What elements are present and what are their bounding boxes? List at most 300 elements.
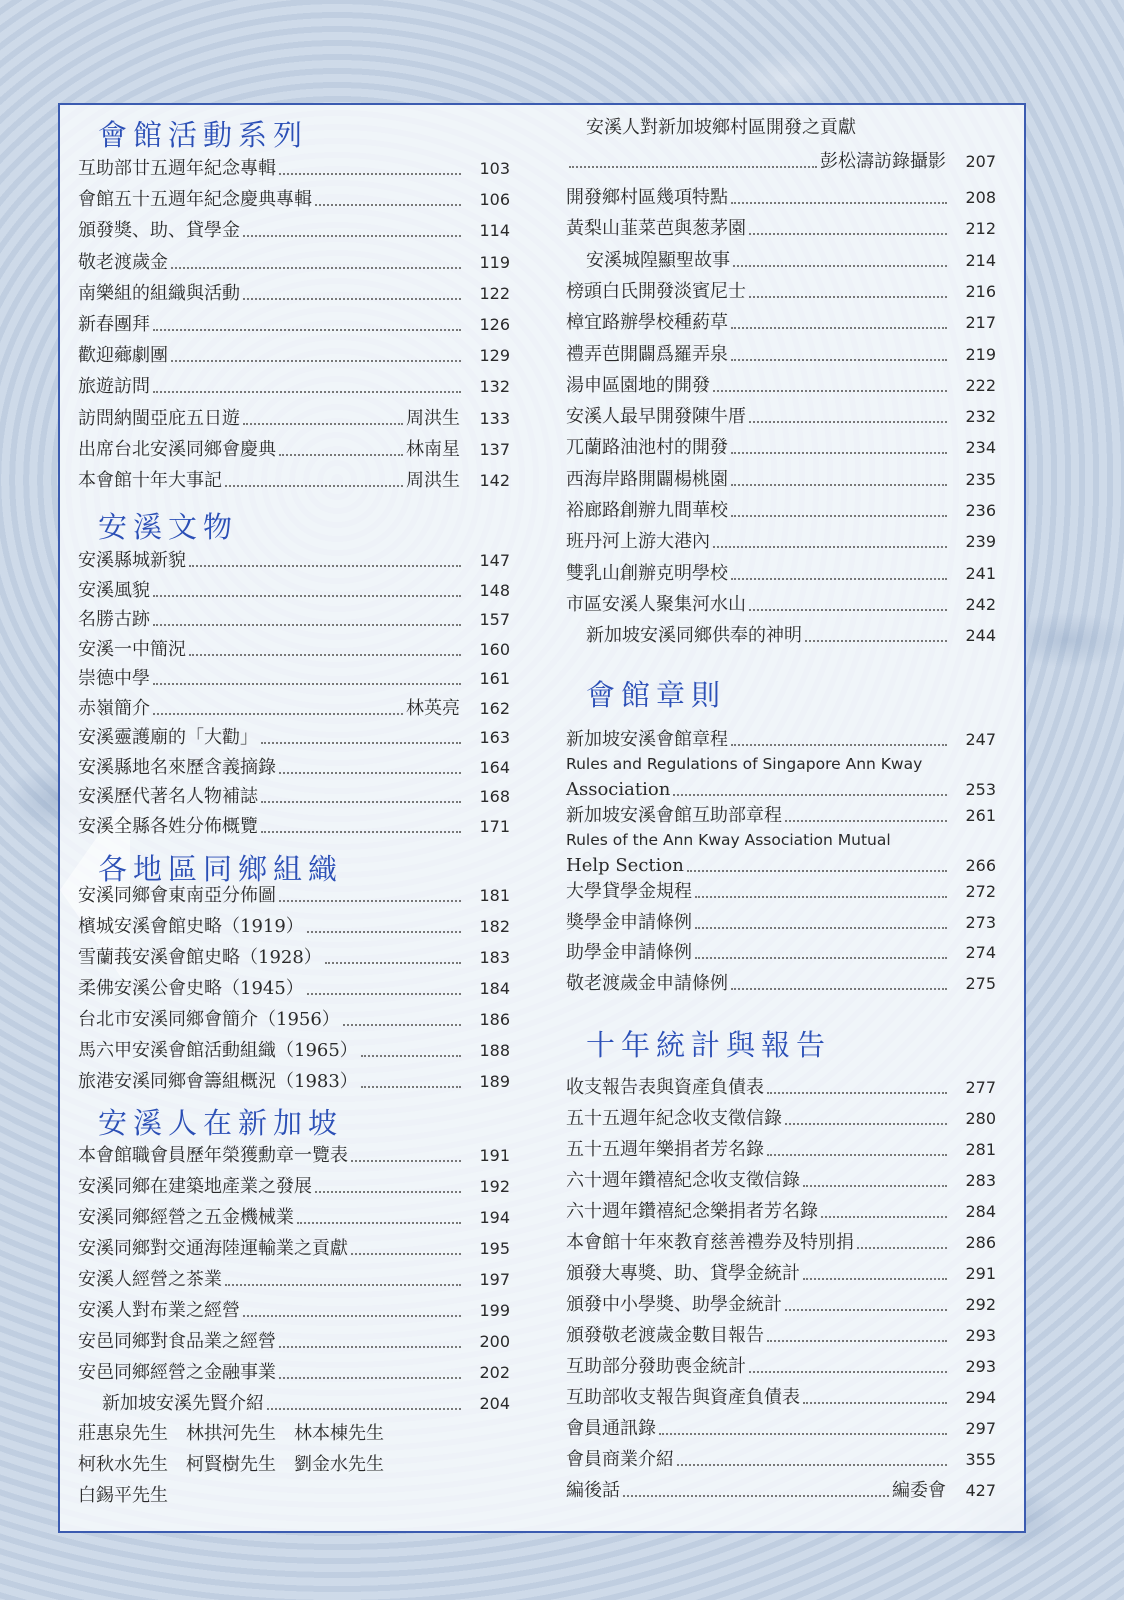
entry-title: 柔佛安溪公會史略（1945）: [78, 978, 304, 999]
leader-dots: [325, 962, 461, 964]
toc-entry[interactable]: [78, 668, 510, 690]
text-line: 莊惠泉先生 林拱河先生 林本棟先生: [78, 1423, 384, 1444]
toc-entry[interactable]: [566, 1480, 996, 1502]
leader-dots: [659, 1433, 947, 1435]
entry-author: 彭松濤訪錄攝影: [820, 151, 946, 172]
entry-title: 大學貸學金規程: [566, 881, 692, 902]
entry-title: 班丹河上游大港內: [566, 531, 710, 553]
entry-title: 安溪靈護廟的「大勸」: [78, 727, 258, 748]
entry-title: 旅港安溪同鄉會籌組概況（1983）: [78, 1071, 358, 1092]
entry-author: 林英亮: [406, 697, 460, 719]
entry-title: 雪蘭莪安溪會館史略（1928）: [78, 947, 322, 968]
entry-title: 頒發敬老渡歲金數目報告: [566, 1325, 764, 1346]
page-number: 183: [479, 948, 510, 967]
section-heading: 安溪人在新加坡: [98, 1106, 344, 1140]
entry-title: 開發鄉村區幾項特點: [566, 187, 728, 208]
page-number: 202: [479, 1363, 510, 1382]
leader-dots: [189, 654, 461, 656]
toc-entry[interactable]: [78, 1071, 510, 1093]
toc-entry[interactable]: [78, 1176, 510, 1198]
leader-dots: [351, 1160, 461, 1162]
page-number: 184: [479, 979, 510, 998]
entry-title: 台北市安溪同鄉會簡介（1956）: [78, 1009, 340, 1030]
toc-entry[interactable]: [566, 855, 996, 877]
toc-entry[interactable]: [566, 729, 996, 751]
page-number: 168: [479, 787, 510, 806]
leader-dots: [243, 423, 403, 425]
page-number: 281: [965, 1140, 996, 1159]
toc-entry[interactable]: [566, 1418, 996, 1440]
toc-entry[interactable]: [566, 187, 996, 209]
toc-entry[interactable]: [566, 563, 996, 585]
leader-dots: [713, 390, 947, 392]
toc-entry[interactable]: [566, 469, 996, 491]
page-number: 207: [965, 152, 996, 171]
toc-entry[interactable]: [78, 916, 510, 938]
page-number: 132: [479, 377, 510, 397]
toc-entry[interactable]: [566, 1263, 996, 1285]
toc-entry[interactable]: [78, 345, 510, 367]
section-heading: 十年統計與報告: [586, 1028, 832, 1062]
leader-dots: [307, 993, 461, 995]
entry-title: 安溪同鄉在建築地產業之發展: [78, 1176, 312, 1197]
toc-entry[interactable]: [78, 786, 510, 808]
entry-title: 西海岸路開闢楊桃園: [566, 468, 728, 490]
leader-dots: [153, 624, 461, 626]
page-number: 162: [479, 698, 510, 718]
leader-dots: [171, 360, 461, 362]
leader-dots: [803, 1278, 947, 1280]
page-number: 212: [965, 219, 996, 239]
leader-dots: [243, 298, 461, 300]
leader-dots: [623, 1495, 889, 1497]
leader-dots: [343, 1024, 461, 1026]
entry-title: 敬老渡歲金申請條例: [566, 972, 728, 994]
leader-dots: [189, 565, 461, 567]
leader-dots: [267, 1408, 461, 1410]
leader-dots: [153, 683, 461, 685]
entry-title: 南樂組的組織與活動: [78, 282, 240, 304]
leader-dots: [803, 1185, 947, 1187]
toc-entry[interactable]: [566, 1449, 996, 1471]
leader-dots: [569, 166, 817, 168]
toc-entry[interactable]: [566, 1201, 996, 1223]
toc-entry[interactable]: [78, 816, 510, 838]
toc-entry[interactable]: [566, 594, 996, 616]
toc-entry[interactable]: [586, 250, 996, 272]
leader-dots: [731, 452, 947, 454]
leader-dots: [731, 988, 947, 990]
entry-title: 頒發獎、助、貸學金: [78, 220, 240, 242]
page-number: 188: [479, 1041, 510, 1060]
toc-entry[interactable]: [566, 1325, 996, 1347]
leader-dots: [785, 1123, 947, 1125]
page-number: 200: [479, 1332, 510, 1351]
entry-title: 兀蘭路油池村的開發: [566, 437, 728, 459]
leader-dots: [677, 1464, 947, 1466]
page-number: 103: [479, 159, 510, 178]
page-number: 157: [479, 610, 510, 629]
page-number: 242: [965, 594, 996, 614]
section-heading: 各地區同鄉組織: [98, 852, 344, 886]
leader-dots: [695, 957, 947, 959]
toc-entry[interactable]: [566, 805, 996, 827]
toc-entry[interactable]: [78, 1207, 510, 1229]
entry-title: Help Section: [566, 855, 684, 876]
leader-dots: [695, 896, 947, 898]
toc-entry[interactable]: [566, 1294, 996, 1316]
toc-entry[interactable]: [566, 218, 996, 240]
entry-title: 新加坡安溪會館章程: [566, 729, 728, 750]
page-number: 274: [965, 943, 996, 962]
text-line: 安溪人對新加坡鄉村區開發之貢獻: [586, 117, 856, 138]
entry-title: Association: [566, 779, 671, 800]
toc-entry[interactable]: [78, 376, 510, 398]
entry-title: 馬六甲安溪會館活動組織（1965）: [78, 1040, 358, 1061]
page-number: 216: [965, 281, 996, 301]
toc-entry[interactable]: [78, 283, 510, 305]
page-number: 114: [479, 221, 510, 241]
page-number: 217: [965, 313, 996, 333]
page-number: 286: [965, 1233, 996, 1252]
entry-title: 安邑同鄉經營之金融事業: [78, 1362, 276, 1383]
leader-dots: [243, 1315, 461, 1317]
page-number: 142: [479, 471, 510, 490]
toc-entry[interactable]: [78, 1145, 510, 1167]
entry-title: 市區安溪人聚集河水山: [566, 593, 746, 615]
entry-author: 編委會: [892, 1480, 946, 1501]
page-number: 199: [479, 1301, 510, 1320]
toc-entry[interactable]: [78, 1238, 510, 1260]
toc-entry[interactable]: [566, 1170, 996, 1192]
toc-entry[interactable]: [566, 312, 996, 334]
toc-entry[interactable]: [566, 1139, 996, 1161]
page-number: 181: [479, 886, 510, 905]
toc-entry[interactable]: [566, 1108, 996, 1130]
page-number: 275: [965, 973, 996, 993]
page-number: 147: [479, 551, 510, 570]
page-number: 280: [965, 1109, 996, 1128]
text-line: Rules of the Ann Kway Association Mutual: [566, 831, 891, 849]
page-number: 293: [965, 1357, 996, 1376]
entry-title: 新加坡安溪先賢介紹: [102, 1393, 264, 1414]
page-number: 133: [479, 408, 510, 428]
entry-title: 安溪同鄉經營之五金機械業: [78, 1207, 294, 1228]
table-of-contents-panel: [58, 103, 1026, 1533]
page-number: 195: [479, 1239, 510, 1258]
leader-dots: [803, 1402, 947, 1404]
entry-title: 訪問納閩亞庇五日遊: [78, 407, 240, 429]
toc-entry[interactable]: [566, 942, 996, 964]
leader-dots: [713, 546, 947, 548]
page-number: 294: [965, 1388, 996, 1407]
toc-entry[interactable]: [78, 1269, 510, 1291]
page-number: 208: [965, 188, 996, 207]
entry-title: 安溪風貌: [78, 579, 150, 601]
toc-entry[interactable]: [586, 625, 996, 647]
toc-entry[interactable]: [78, 220, 510, 242]
entry-title: 助學金申請條例: [566, 942, 692, 963]
entry-title: 會員商業介紹: [566, 1449, 674, 1470]
entry-title: 安溪同鄉對交通海陸運輸業之貢獻: [78, 1238, 348, 1259]
page-number: 284: [965, 1202, 996, 1221]
toc-entry[interactable]: [78, 1009, 510, 1031]
leader-dots: [733, 265, 947, 267]
leader-dots: [351, 1253, 461, 1255]
page-number: 283: [965, 1171, 996, 1190]
entry-title: 安溪縣城新貌: [78, 550, 186, 571]
leader-dots: [805, 640, 947, 642]
page-number: 355: [965, 1450, 996, 1469]
leader-dots: [731, 515, 947, 517]
entry-title: 獎學金申請條例: [566, 911, 692, 933]
leader-dots: [749, 609, 947, 611]
entry-title: 安溪人對布業之經營: [78, 1300, 240, 1321]
toc-entry[interactable]: [78, 727, 510, 749]
toc-entry[interactable]: [566, 1356, 996, 1378]
toc-entry[interactable]: [566, 779, 996, 801]
toc-entry[interactable]: [78, 314, 510, 336]
entry-title: 出席台北安溪同鄉會慶典: [78, 438, 276, 460]
leader-dots: [695, 927, 947, 929]
toc-entry[interactable]: [566, 500, 996, 522]
page-number: 119: [479, 252, 510, 272]
leader-dots: [171, 267, 461, 269]
entry-title: 赤嶺簡介: [78, 697, 150, 719]
page-number: 427: [965, 1481, 996, 1500]
entry-title: 互助部廿五週年紀念專輯: [78, 158, 276, 179]
entry-title: 安溪歷代著名人物補誌: [78, 786, 258, 807]
entry-title: 安溪同鄉會東南亞分佈圖: [78, 885, 276, 906]
leader-dots: [731, 327, 947, 329]
toc-entry[interactable]: [78, 580, 510, 602]
page-number: 164: [479, 757, 510, 777]
page-number: 192: [479, 1177, 510, 1196]
leader-dots: [767, 1092, 947, 1094]
leader-dots: [261, 801, 461, 803]
section-heading: 會館活動系列: [98, 118, 309, 152]
page-number: 239: [965, 532, 996, 552]
page-number: 261: [965, 806, 996, 825]
entry-title: 樟宜路辦學校種葯草: [566, 312, 728, 334]
page-number: 214: [965, 250, 996, 270]
text-line: 白錫平先生: [78, 1485, 168, 1506]
leader-dots: [243, 235, 461, 237]
entry-title: 安溪縣地名來歷含義摘錄: [78, 756, 276, 778]
leader-dots: [307, 931, 461, 933]
leader-dots: [225, 485, 403, 487]
page-number: 297: [965, 1419, 996, 1438]
leader-dots: [749, 1371, 947, 1373]
toc-entry[interactable]: [566, 1232, 996, 1254]
entry-title: 編後話: [566, 1480, 620, 1501]
entry-author: 周洪生: [406, 407, 460, 429]
leader-dots: [361, 1055, 461, 1057]
entry-title: 旅遊訪問: [78, 376, 150, 398]
page-number: 129: [479, 346, 510, 366]
leader-dots: [687, 870, 947, 872]
page-number: 292: [965, 1295, 996, 1314]
leader-dots: [785, 820, 947, 822]
toc-entry[interactable]: [78, 1040, 510, 1062]
leader-dots: [279, 454, 403, 456]
entry-title: 禮弄芭開闢爲羅弄泉: [566, 343, 728, 365]
page-number: 219: [965, 344, 996, 364]
leader-dots: [673, 794, 947, 796]
page-number: 160: [479, 639, 510, 659]
entry-title: 新加坡安溪同鄉供奉的神明: [586, 625, 802, 647]
entry-title: 安溪人經營之茶業: [78, 1269, 222, 1290]
entry-author: 林南星: [406, 438, 460, 460]
entry-title: 六十週年鑽禧紀念樂捐者芳名錄: [566, 1201, 818, 1222]
text-line: 柯秋水先生 柯賢樹先生 劉金水先生: [78, 1454, 384, 1475]
toc-entry[interactable]: [566, 375, 996, 397]
entry-title: 安溪一中簡況: [78, 638, 186, 660]
page-number: 182: [479, 917, 510, 936]
toc-entry[interactable]: [78, 470, 510, 492]
page-number: 236: [965, 501, 996, 520]
toc-entry[interactable]: [566, 1077, 996, 1099]
toc-entry[interactable]: [566, 531, 996, 553]
entry-title: 收支報告表與資產負債表: [566, 1077, 764, 1098]
entry-title: 裕廊路創辦九間華校: [566, 500, 728, 521]
entry-title: 黃梨山韮菜芭與葱茅園: [566, 218, 746, 240]
toc-entry[interactable]: [566, 1387, 996, 1409]
toc-entry[interactable]: [78, 757, 510, 779]
page-number: 234: [965, 438, 996, 458]
entry-title: 安溪人最早開發陳牛厝: [566, 406, 746, 428]
toc-entry[interactable]: [566, 912, 996, 934]
leader-dots: [153, 329, 461, 331]
leader-dots: [153, 713, 403, 715]
leader-dots: [315, 204, 461, 206]
leader-dots: [261, 742, 461, 744]
leader-dots: [279, 1346, 461, 1348]
entry-title: 會館五十五週年紀念慶典專輯: [78, 189, 312, 211]
page-number: 253: [965, 780, 996, 799]
leader-dots: [279, 173, 461, 175]
toc-entry[interactable]: [566, 344, 996, 366]
entry-title: 安溪全縣各姓分佈概覽: [78, 815, 258, 837]
page-number: 106: [479, 190, 510, 210]
page-number: 189: [479, 1072, 510, 1091]
text-line: Rules and Regulations of Singapore Ann Kway: [566, 755, 923, 773]
leader-dots: [297, 1222, 461, 1224]
toc-entry[interactable]: [78, 1300, 510, 1322]
page-number: 204: [479, 1394, 510, 1413]
entry-title: 湯申區園地的開發: [566, 374, 710, 396]
entry-title: 新春團拜: [78, 314, 150, 335]
entry-title: 檳城安溪會館史略（1919）: [78, 916, 304, 937]
toc-entry[interactable]: [566, 881, 996, 903]
toc-entry[interactable]: [78, 698, 510, 720]
page-number: 148: [479, 580, 510, 600]
leader-dots: [785, 1309, 947, 1311]
entry-title: 本會館職會員歷年榮獲勳章一覽表: [78, 1145, 348, 1166]
leader-dots: [153, 391, 461, 393]
leader-dots: [749, 421, 947, 423]
section-heading: 安溪文物: [98, 510, 239, 544]
toc-entry[interactable]: [78, 1331, 510, 1353]
page-number: 161: [479, 669, 510, 688]
entry-title: 雙乳山創辦克明學校: [566, 562, 728, 584]
entry-title: 名勝古跡: [78, 609, 150, 630]
entry-title: 安溪城隍顯聖故事: [586, 249, 730, 271]
toc-entry[interactable]: [566, 281, 996, 303]
entry-title: 歡迎薌劇團: [78, 345, 168, 367]
page-number: 126: [479, 315, 510, 334]
toc-entry[interactable]: [78, 189, 510, 211]
page-number: 163: [479, 728, 510, 747]
leader-dots: [731, 359, 947, 361]
page-number: 137: [479, 439, 510, 459]
page-number: 244: [965, 626, 996, 646]
leader-dots: [731, 202, 947, 204]
toc-entry[interactable]: [566, 973, 996, 995]
entry-title: 五十五週年紀念收支徵信錄: [566, 1108, 782, 1129]
entry-title: 頒發中小學獎、助學金統計: [566, 1294, 782, 1315]
leader-dots: [261, 831, 461, 833]
toc-entry[interactable]: [78, 947, 510, 969]
entry-title: 本會館十年來教育慈善禮券及特別捐: [566, 1232, 854, 1253]
toc-entry[interactable]: [78, 408, 510, 430]
toc-entry[interactable]: [102, 1393, 510, 1415]
leader-dots: [315, 1191, 461, 1193]
page-number: 241: [965, 563, 996, 583]
toc-entry[interactable]: [78, 609, 510, 631]
leader-dots: [279, 1377, 461, 1379]
toc-entry[interactable]: [566, 437, 996, 459]
toc-entry[interactable]: [566, 406, 996, 428]
toc-entry[interactable]: [78, 252, 510, 274]
page-number: 273: [965, 912, 996, 932]
leader-dots: [857, 1247, 947, 1249]
entry-title: 頒發大專獎、助、貸學金統計: [566, 1263, 800, 1284]
toc-entry[interactable]: [78, 439, 510, 461]
page-number: 232: [965, 407, 996, 427]
leader-dots: [153, 595, 461, 597]
entry-title: 會員通訊錄: [566, 1418, 656, 1439]
leader-dots: [749, 233, 947, 235]
leader-dots: [279, 772, 461, 774]
entry-author: 周洪生: [406, 470, 460, 491]
toc-entry[interactable]: [78, 158, 510, 180]
entry-title: 互助部分發助喪金統計: [566, 1356, 746, 1377]
page-number: 122: [479, 283, 510, 303]
page-number: 191: [479, 1146, 510, 1165]
toc-entry[interactable]: [566, 151, 996, 173]
entry-title: 本會館十年大事記: [78, 470, 222, 491]
page-number: 222: [965, 375, 996, 395]
leader-dots: [279, 900, 461, 902]
leader-dots: [361, 1086, 461, 1088]
page-number: 277: [965, 1078, 996, 1097]
toc-entry[interactable]: [78, 550, 510, 572]
leader-dots: [225, 1284, 461, 1286]
leader-dots: [749, 296, 947, 298]
toc-entry[interactable]: [78, 978, 510, 1000]
leader-dots: [821, 1216, 947, 1218]
page-number: 197: [479, 1270, 510, 1289]
toc-entry[interactable]: [78, 885, 510, 907]
leader-dots: [731, 578, 947, 580]
page-number: 235: [965, 469, 996, 489]
page-number: 186: [479, 1010, 510, 1029]
toc-entry[interactable]: [78, 639, 510, 661]
entry-title: 榜頭白氏開發淡賓尼士: [566, 280, 746, 302]
page-number: 247: [965, 730, 996, 749]
toc-entry[interactable]: [78, 1362, 510, 1384]
